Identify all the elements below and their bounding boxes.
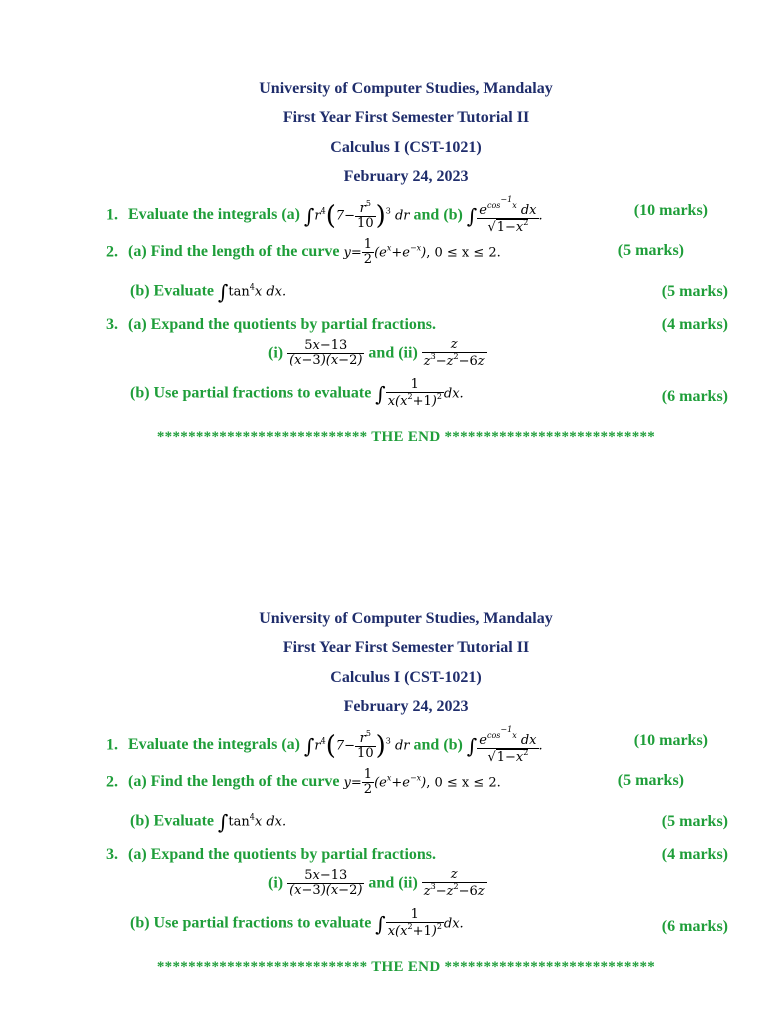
- marks-q3b: (6 marks): [661, 388, 728, 405]
- question-3-parts: [268, 338, 487, 370]
- question-3b: [130, 908, 464, 940]
- question-number: 1.: [106, 206, 118, 224]
- question-text-and-b: and (b): [413, 206, 463, 224]
- question-number: 3.: [106, 846, 118, 863]
- marks-q1: (10 marks): [633, 202, 708, 219]
- question-text: Evaluate the integrals (a): [128, 206, 300, 224]
- question-1: [106, 726, 543, 766]
- marks-q2a: (5 marks): [617, 772, 684, 789]
- integral-b: ∫ $\frac{e^{cos^{-1}x} dx}{√1-x^2}$ .: [466, 725, 543, 766]
- the-end-line: *************************** THE END ***************************: [156, 959, 656, 975]
- marks-q3b: (6 marks): [661, 918, 728, 935]
- marks-q3a: (4 marks): [661, 846, 728, 863]
- course-title: Calculus I (CST-1021): [330, 669, 482, 686]
- integral-partial: ∫ $\frac{1}{x(x^2+1)^2}$ dx.: [375, 377, 464, 410]
- fraction-ii: $\frac{z}{z^3-z^2-6z}$: [423, 337, 485, 370]
- part-i-label: (i): [268, 874, 284, 892]
- question-text: (b) Use partial fractions to evaluate: [130, 384, 372, 402]
- tutorial-sheet-top: [0, 0, 768, 470]
- university-title: University of Computer Studies, Mandalay: [259, 80, 553, 97]
- question-3b: [130, 378, 464, 410]
- question-text: (b) Evaluate: [130, 812, 214, 830]
- integral-a: $\int r^4(7-$ $\frac{r^5}{10}$ )$^3$ dr: [303, 729, 410, 762]
- integral-a: $\int r^4(7-$ $\frac{r^5}{10}$ )$^3$ dr: [303, 199, 410, 232]
- question-text: Evaluate the integrals (a): [128, 736, 300, 754]
- question-3-parts: [268, 868, 487, 900]
- integral-tan: $\int\tan^4x$ dx.: [218, 280, 287, 304]
- part-ii-label: and (ii): [368, 344, 418, 362]
- question-3a: [106, 846, 436, 864]
- question-text-and-b: and (b): [413, 736, 463, 754]
- the-end-line: *************************** THE END ***************************: [156, 429, 656, 445]
- marks-q1: (10 marks): [633, 732, 708, 749]
- marks-q2b: (5 marks): [661, 813, 728, 830]
- question-3a: [106, 316, 436, 334]
- integral-tan: $\int\tan^4x$ dx.: [218, 810, 287, 834]
- question-number: 1.: [106, 736, 118, 754]
- exam-date: February 24, 2023: [343, 168, 469, 185]
- marks-q2a: (5 marks): [617, 242, 684, 259]
- question-text: (a) Find the length of the curve: [128, 243, 340, 261]
- question-number: 2.: [106, 773, 118, 791]
- question-1: [106, 196, 543, 236]
- fraction-i: $\frac{5x-13}{(x-3)(x-2)}$: [289, 868, 363, 899]
- question-text: (a) Expand the quotients by partial fractions.: [128, 846, 437, 863]
- marks-q3a: (4 marks): [661, 316, 728, 333]
- integral-partial: ∫ $\frac{1}{x(x^2+1)^2}$ dx.: [375, 907, 464, 940]
- question-2b: [130, 810, 286, 834]
- question-text: (b) Use partial fractions to evaluate: [130, 914, 372, 932]
- curve-equation: y= $\frac{1}{2}$ $(e^x+e^{-x})$, 0 ≤ x ≤ 2.: [343, 237, 501, 268]
- question-text: (a) Expand the quotients by partial fractions.: [128, 316, 437, 333]
- question-text: (b) Evaluate: [130, 282, 214, 300]
- part-ii-label: and (ii): [368, 874, 418, 892]
- question-2a: [106, 768, 501, 798]
- question-text: (a) Find the length of the curve: [128, 773, 340, 791]
- tutorial-title: First Year First Semester Tutorial II: [282, 109, 530, 126]
- exam-date: February 24, 2023: [343, 698, 469, 715]
- part-i-label: (i): [268, 344, 284, 362]
- fraction-i: $\frac{5x-13}{(x-3)(x-2)}$: [289, 338, 363, 369]
- course-title: Calculus I (CST-1021): [330, 139, 482, 156]
- question-number: 2.: [106, 243, 118, 261]
- tutorial-title: First Year First Semester Tutorial II: [282, 639, 530, 656]
- question-2b: [130, 280, 286, 304]
- question-number: 3.: [106, 316, 118, 333]
- fraction-ii: $\frac{z}{z^3-z^2-6z}$: [423, 867, 485, 900]
- marks-q2b: (5 marks): [661, 283, 728, 300]
- question-2a: [106, 238, 501, 268]
- integral-b: ∫ $\frac{e^{cos^{-1}x} dx}{√1-x^2}$ .: [466, 195, 543, 236]
- tutorial-sheet-bottom: [0, 530, 768, 1000]
- curve-equation: y= $\frac{1}{2}$ $(e^x+e^{-x})$, 0 ≤ x ≤ 2.: [343, 767, 501, 798]
- university-title: University of Computer Studies, Mandalay: [259, 610, 553, 627]
